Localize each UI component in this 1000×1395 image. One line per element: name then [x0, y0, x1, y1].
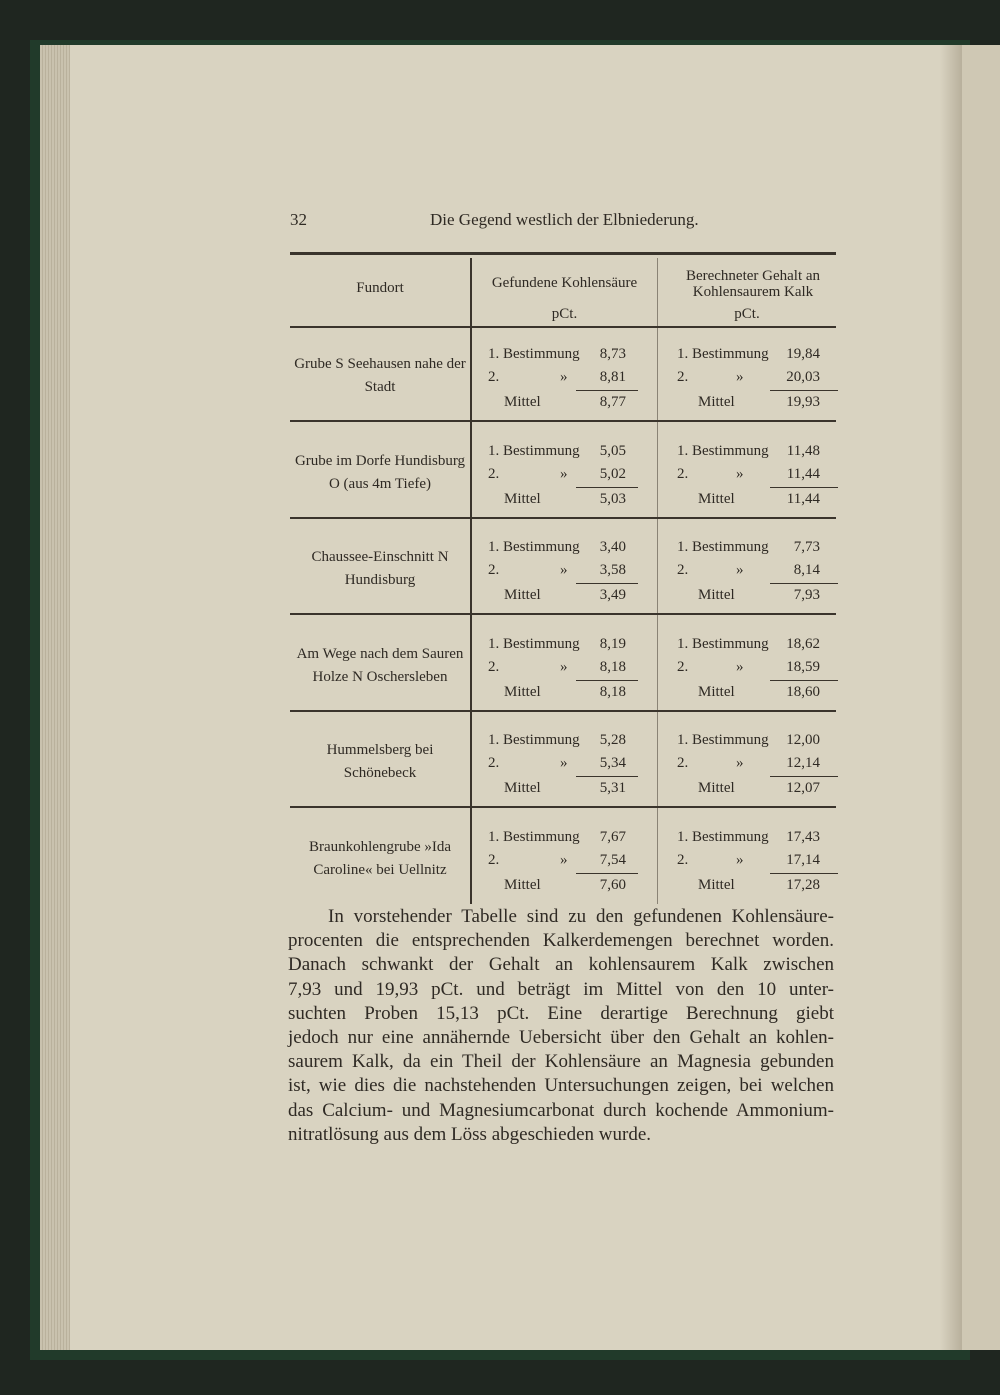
- running-title: Die Gegend westlich der Elbniederung.: [430, 210, 699, 229]
- mean-label: Mittel: [504, 683, 541, 700]
- value-1: 7,73: [793, 539, 820, 555]
- mean-value: 8,18: [599, 683, 626, 700]
- header-kalk: Berechneter Gehalt an Kohlensaurem Kalk: [685, 268, 821, 300]
- mean-value: 3,49: [599, 587, 626, 603]
- location-cell: Chaussee-Einschnitt N Hundisburg: [311, 549, 449, 588]
- measurement-label: 2.: [677, 851, 689, 868]
- sum-rule: [770, 583, 838, 584]
- sum-rule: [576, 487, 638, 488]
- mean-value: 5,03: [599, 490, 626, 507]
- mean-label: Mittel: [698, 683, 735, 700]
- measurement-label: 1. Bestimmung: [677, 732, 769, 748]
- value-1: 18,62: [786, 635, 820, 652]
- measurement-label: 2.: [677, 369, 689, 385]
- value-2: 11,44: [786, 465, 820, 482]
- data-table: [290, 252, 836, 904]
- ditto-mark: »: [736, 658, 744, 675]
- table-row: [290, 425, 836, 521]
- location-cell: Am Wege nach dem Sauren Holze N Oschersleben: [296, 645, 464, 685]
- measurement-label: 1. Bestimmung: [488, 442, 580, 459]
- ditto-mark: »: [736, 755, 744, 771]
- header-unit: pCt.: [551, 306, 578, 322]
- mean-value: 7,60: [599, 876, 626, 893]
- mean-label: Mittel: [504, 587, 541, 603]
- measurement-label: 1. Bestimmung: [488, 539, 580, 555]
- mean-value: 11,44: [786, 490, 820, 507]
- ditto-mark: »: [560, 851, 568, 868]
- ditto-mark: »: [736, 851, 744, 868]
- location-cell: Hummelsberg bei Schönebeck: [326, 742, 434, 781]
- measurement-label: 2.: [488, 851, 500, 868]
- measurement-label: 1. Bestimmung: [488, 732, 580, 748]
- ditto-mark: »: [736, 369, 744, 385]
- measurement-label: 1. Bestimmung: [677, 442, 769, 459]
- row-divider: [290, 613, 836, 615]
- measurement-label: 2.: [488, 562, 500, 578]
- value-2: 20,03: [786, 369, 820, 385]
- paragraph-line: suchten Proben 15,13 pCt. Eine derartige Berechnung giebt: [288, 1002, 834, 1024]
- value-1: 7,67: [599, 828, 626, 845]
- header-fundort: Fundort: [356, 280, 404, 296]
- value-1: 19,84: [786, 346, 820, 362]
- paragraph-line: saurem Kalk, da ein Theil der Kohlensäure an Magnesia gebunden: [288, 1051, 834, 1073]
- page-number: 32: [290, 210, 307, 229]
- ditto-mark: »: [736, 465, 744, 482]
- paragraph-line: 7,93 und 19,93 pCt. und beträgt im Mittel von den 10 unter-: [288, 978, 834, 1000]
- mean-value: 7,93: [793, 587, 820, 603]
- paragraph-line: jedoch nur eine annähernde Uebersicht über den Gehalt an kohlen-: [288, 1027, 834, 1049]
- mean-value: 19,93: [786, 394, 820, 410]
- value-1: 17,43: [786, 828, 820, 845]
- table-row: [290, 618, 836, 714]
- table-row: [290, 714, 836, 810]
- measurement-label: 2.: [677, 562, 689, 578]
- sum-rule: [576, 873, 638, 874]
- row-divider: [290, 710, 836, 712]
- location-cell: Grube im Dorfe Hundisburg O (aus 4m Tiefe): [294, 452, 466, 492]
- table-row: [290, 521, 836, 617]
- page-gutter: [940, 45, 962, 1350]
- measurement-label: 2.: [677, 755, 689, 771]
- value-2: 17,14: [786, 851, 820, 868]
- mean-value: 18,60: [786, 683, 820, 700]
- sum-rule: [770, 680, 838, 681]
- measurement-label: 2.: [677, 465, 689, 482]
- measurement-label: 1. Bestimmung: [488, 346, 580, 362]
- mean-label: Mittel: [504, 394, 541, 410]
- paragraph-line: Danach schwankt der Gehalt an kohlensaurem Kalk zwischen: [288, 954, 834, 976]
- measurement-label: 2.: [488, 369, 500, 385]
- ditto-mark: »: [560, 755, 568, 771]
- paragraph-line: nitratlösung aus dem Löss abgeschieden wurde.: [288, 1123, 652, 1145]
- sum-rule: [770, 873, 838, 874]
- sum-rule: [576, 390, 638, 391]
- value-1: 3,40: [599, 539, 626, 555]
- measurement-label: 2.: [488, 658, 500, 675]
- value-2: 18,59: [786, 658, 820, 675]
- sum-rule: [770, 487, 838, 488]
- mean-value: 5,31: [599, 780, 626, 796]
- table-row: [290, 811, 836, 907]
- header-kohlensaeure: Gefundene Kohlensäure: [491, 275, 638, 291]
- location-cell: Grube S Seehausen nahe der Stadt: [294, 356, 466, 395]
- value-2: 5,02: [599, 465, 626, 482]
- measurement-label: 2.: [488, 465, 500, 482]
- measurement-label: 2.: [677, 658, 689, 675]
- body-paragraph: [288, 905, 834, 1147]
- value-1: 5,05: [599, 442, 626, 459]
- mean-label: Mittel: [698, 876, 735, 893]
- ditto-mark: »: [736, 562, 744, 578]
- measurement-label: 1. Bestimmung: [677, 635, 769, 652]
- mean-label: Mittel: [698, 394, 735, 410]
- sum-rule: [770, 776, 838, 777]
- value-1: 5,28: [599, 732, 626, 748]
- value-2: 8,81: [599, 369, 626, 385]
- value-2: 3,58: [599, 562, 626, 578]
- measurement-label: 1. Bestimmung: [488, 635, 580, 652]
- table-top-rule: [290, 252, 836, 255]
- sum-rule: [576, 776, 638, 777]
- paragraph-line: das Calcium- und Magnesiumcarbonat durch kochende Ammonium-: [288, 1099, 834, 1121]
- table-row: [290, 328, 836, 424]
- mean-label: Mittel: [504, 490, 541, 507]
- value-1: 12,00: [786, 732, 820, 748]
- value-2: 5,34: [599, 755, 626, 771]
- ditto-mark: »: [560, 562, 568, 578]
- ditto-mark: »: [560, 465, 568, 482]
- measurement-label: 1. Bestimmung: [677, 539, 769, 555]
- ditto-mark: »: [560, 369, 568, 385]
- measurement-label: 1. Bestimmung: [677, 346, 769, 362]
- paragraph-line: procenten die entsprechenden Kalkerdemengen berechnet worden.: [288, 930, 834, 952]
- value-2: 8,18: [599, 658, 626, 675]
- sum-rule: [576, 583, 638, 584]
- value-1: 8,73: [599, 346, 626, 362]
- paragraph-line: ist, wie dies die nachstehenden Untersuchungen zeigen, bei welchen: [288, 1075, 834, 1097]
- mean-label: Mittel: [698, 490, 735, 507]
- row-divider: [290, 420, 836, 422]
- mean-label: Mittel: [504, 780, 541, 796]
- row-divider: [290, 517, 836, 519]
- mean-label: Mittel: [504, 876, 541, 893]
- measurement-label: 1. Bestimmung: [488, 828, 580, 845]
- mean-label: Mittel: [698, 780, 735, 796]
- mean-label: Mittel: [698, 587, 735, 603]
- ditto-mark: »: [560, 658, 568, 675]
- value-1: 8,19: [599, 635, 626, 652]
- sum-rule: [576, 680, 638, 681]
- facing-page: [962, 45, 1000, 1350]
- mean-value: 17,28: [786, 876, 820, 893]
- paragraph-line: In vorstehender Tabelle sind zu den gefundenen Kohlensäure-: [328, 906, 834, 927]
- value-2: 7,54: [599, 851, 626, 868]
- measurement-label: 1. Bestimmung: [677, 828, 769, 845]
- value-2: 8,14: [793, 562, 820, 578]
- location-cell: Braunkohlengrube »Ida Caroline« bei Uellnitz: [308, 838, 452, 878]
- value-2: 12,14: [786, 755, 820, 771]
- sum-rule: [770, 390, 838, 391]
- measurement-label: 2.: [488, 755, 500, 771]
- value-1: 11,48: [786, 442, 820, 459]
- mean-value: 8,77: [599, 394, 626, 410]
- row-divider: [290, 806, 836, 808]
- mean-value: 12,07: [786, 780, 820, 796]
- header-unit: pCt.: [734, 306, 760, 322]
